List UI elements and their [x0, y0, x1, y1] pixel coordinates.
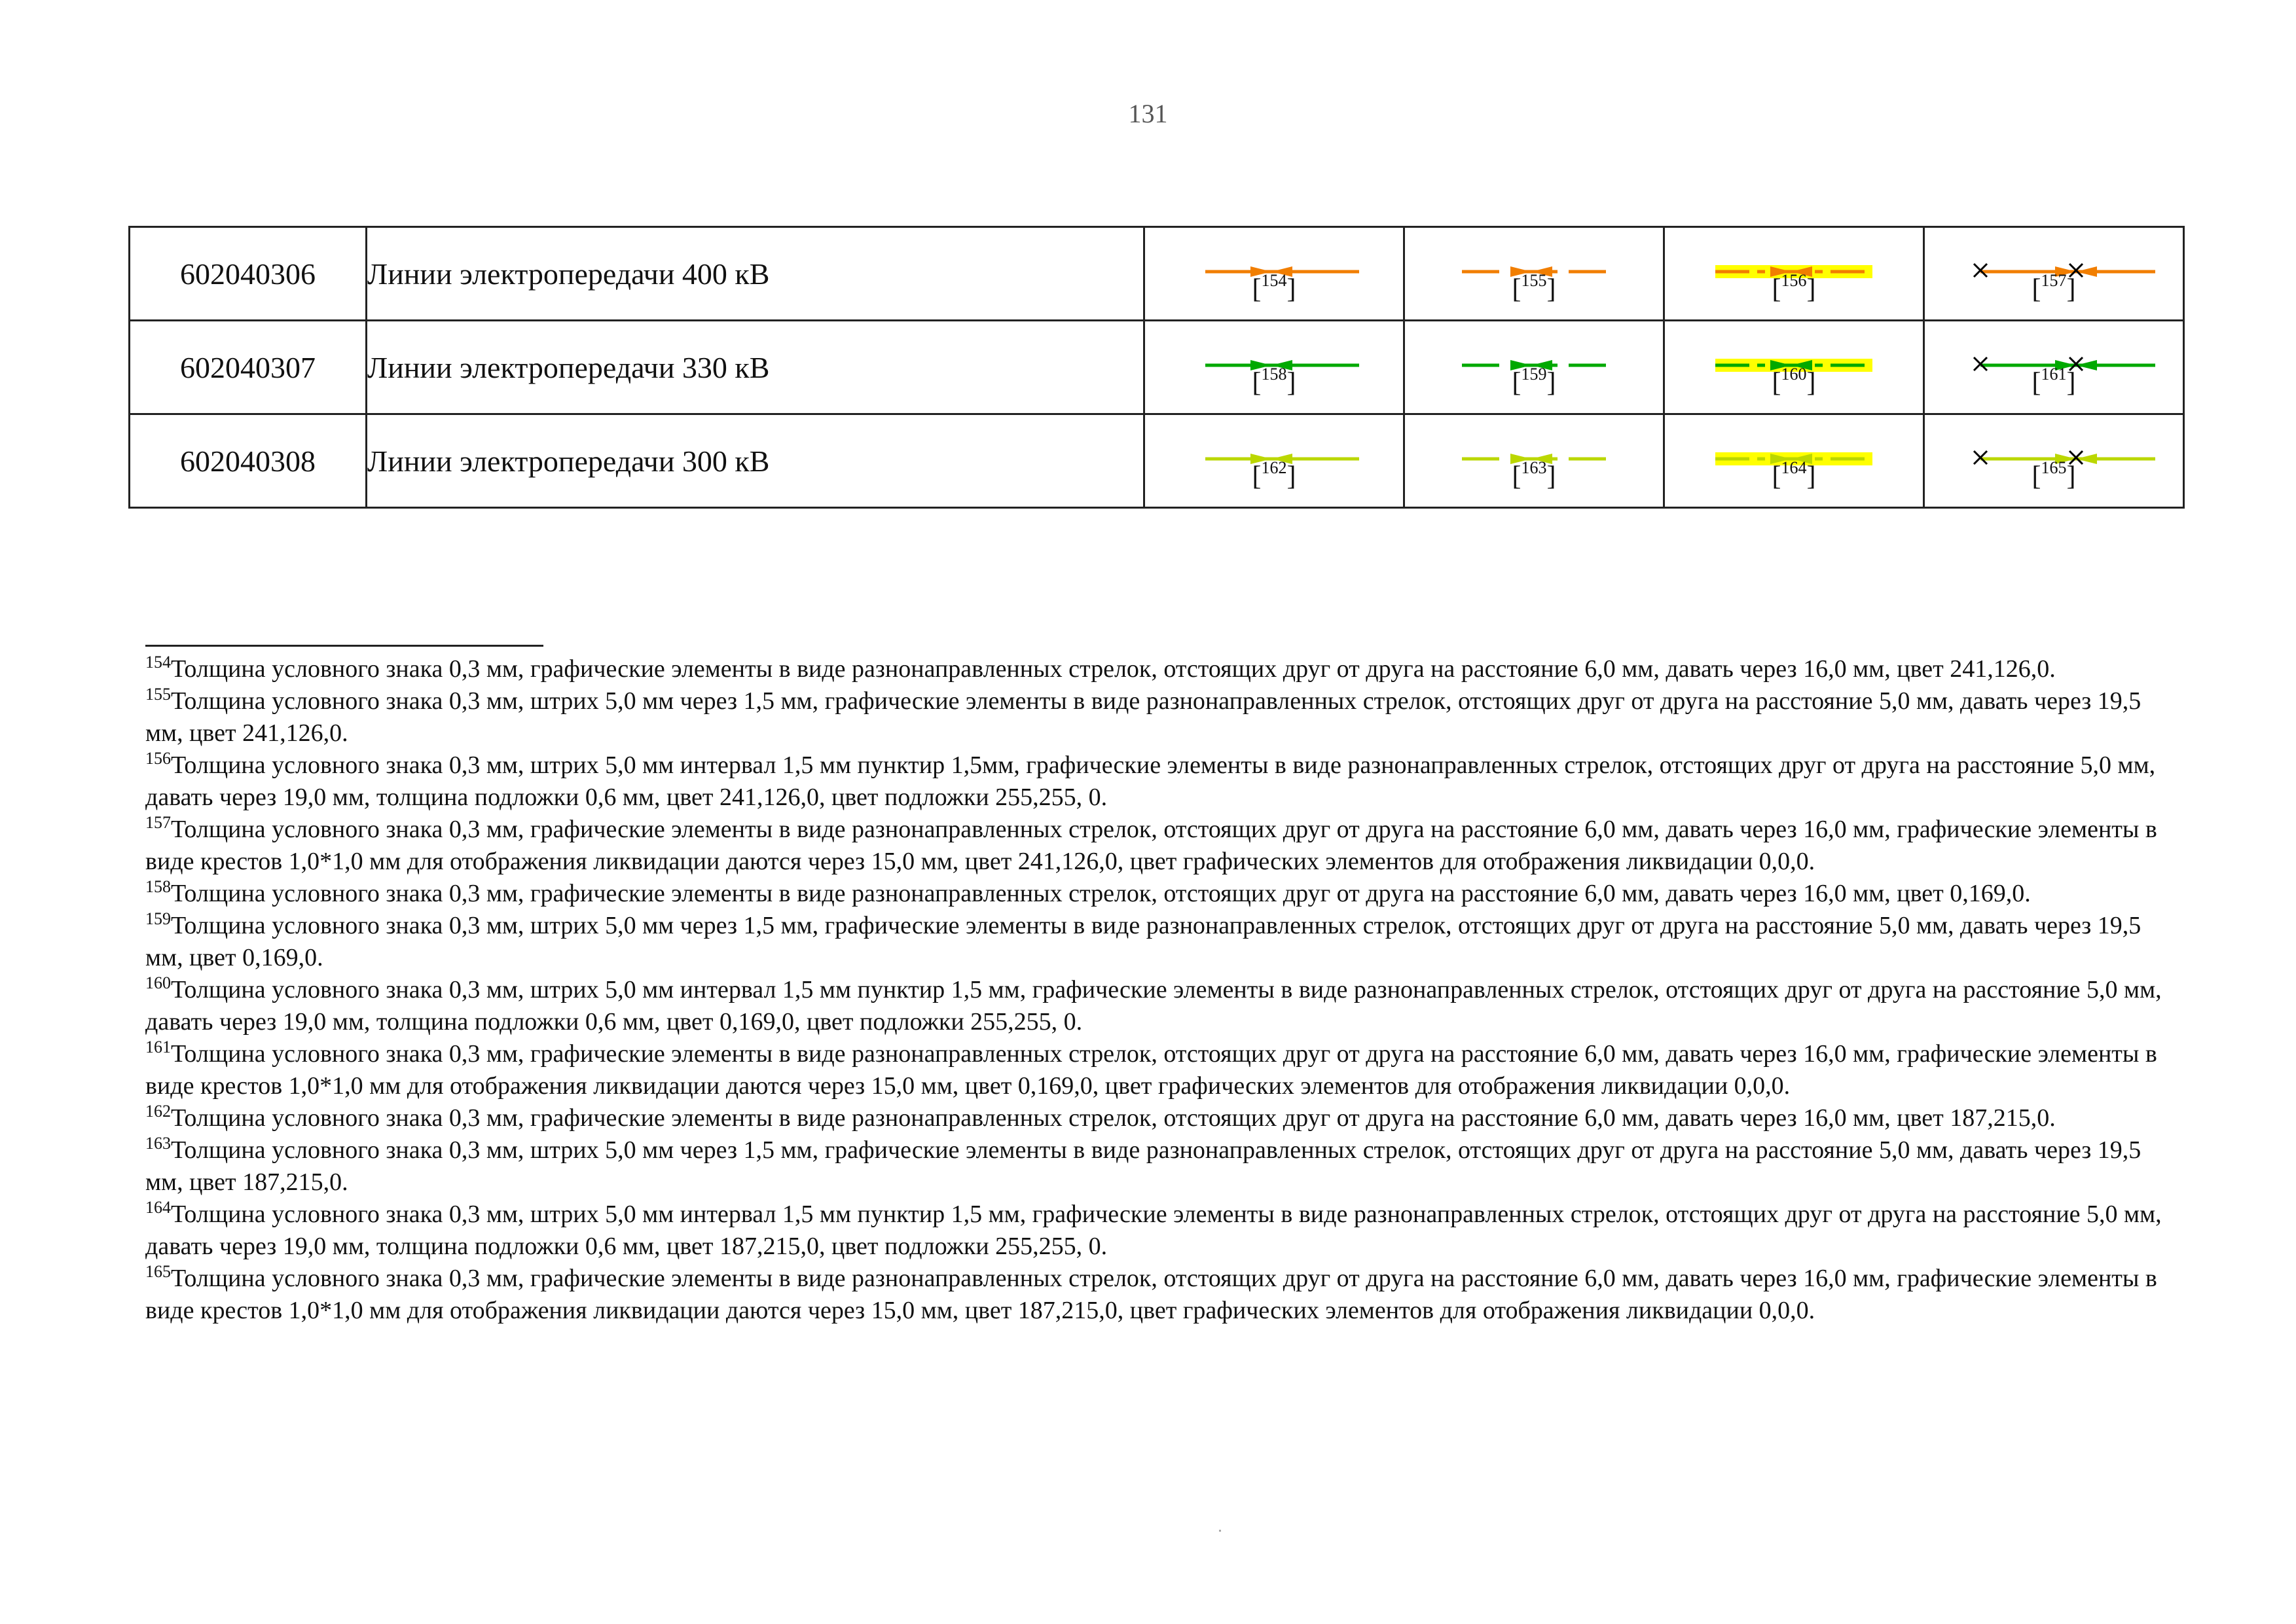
line-symbol-liquidation	[1949, 425, 2159, 497]
footnote	[145, 749, 2162, 814]
footnote	[145, 1263, 2162, 1327]
footnote-text: Толщина условного знака 0,3 мм, графические элементы в виде разнонаправленных стрелок, отстоящих друг от друга на расстояние 6,0 мм, давать через 16,0 мм, графические элементы в виде крестов 1,0*1,0 мм для отображения ликвидации даются через 15,0 мм, цвет 0,169,0, цвет графических элементов для отображения ликвидации 0,0,0.	[145, 1040, 2157, 1100]
footnote	[145, 1199, 2162, 1263]
table-row	[130, 227, 2184, 321]
footnote-number: 159	[145, 909, 171, 928]
legend-table-body	[130, 227, 2184, 508]
footnote-reference: [$^{164}$]	[1772, 458, 1816, 492]
footnote-text: Толщина условного знака 0,3 мм, штрих 5,0 мм интервал 1,5 мм пунктир 1,5 мм, графические элементы в виде разнонаправленных стрелок, отстоящих друг от друга на расстояние 5,0 мм, давать через 19,0 мм, толщина подложки 0,6 мм, цвет 187,215,0, цвет подложки 255,255, 0.	[145, 1200, 2162, 1260]
footnote-number: 158	[145, 877, 171, 896]
footnote-text: Толщина условного знака 0,3 мм, штрих 5,0 мм через 1,5 мм, графические элементы в виде разнонаправленных стрелок, отстоящих друг от друга на расстояние 5,0 мм, давать через 19,5 мм, цвет 187,215,0.	[145, 1136, 2141, 1196]
footnote	[145, 1038, 2162, 1102]
line-symbol-solid	[1169, 238, 1379, 310]
footnote-text: Толщина условного знака 0,3 мм, штрих 5,0 мм интервал 1,5 мм пунктир 1,5мм, графические элементы в виде разнонаправленных стрелок, отстоящих друг от друга на расстояние 5,0 мм, давать через 19,0 мм, толщина подложки 0,6 мм, цвет 241,126,0, цвет подложки 255,255, 0.	[145, 751, 2156, 811]
table-row	[130, 414, 2184, 508]
footnote	[145, 685, 2162, 749]
symbol-cell-liquidation	[1924, 227, 2184, 321]
line-symbol-liquidation	[1949, 238, 2159, 310]
footnote-reference: [$^{165}$]	[2032, 458, 2076, 492]
footnote-number: 162	[145, 1102, 171, 1121]
footnote-reference: [$^{160}$]	[1772, 365, 1816, 398]
line-symbol-substrate	[1689, 238, 1899, 310]
footnote-reference: [$^{154}$]	[1252, 271, 1296, 304]
footnote-number: 157	[145, 813, 171, 832]
footnote	[145, 974, 2162, 1038]
line-symbol-dashed	[1429, 238, 1639, 310]
footnote-number: 156	[145, 749, 171, 768]
legend-table	[128, 226, 2185, 509]
symbol-cell-dashed	[1404, 227, 1664, 321]
line-symbol-substrate	[1689, 425, 1899, 497]
object-code: 602040307	[130, 321, 367, 414]
footnote	[145, 653, 2162, 685]
symbol-cell-substrate	[1664, 321, 1924, 414]
symbol-cell-solid	[1144, 321, 1404, 414]
footnote	[145, 1134, 2162, 1199]
symbol-cell-solid	[1144, 414, 1404, 508]
footnote-reference: [$^{155}$]	[1512, 271, 1556, 304]
symbol-cell-liquidation	[1924, 414, 2184, 508]
page-number: 131	[1128, 99, 1168, 128]
footnote-reference: [$^{158}$]	[1252, 365, 1296, 398]
table-row	[130, 321, 2184, 414]
symbol-cell-liquidation	[1924, 321, 2184, 414]
symbol-cell-dashed	[1404, 414, 1664, 508]
footnote-text: Толщина условного знака 0,3 мм, графические элементы в виде разнонаправленных стрелок, отстоящих друг от друга на расстояние 6,0 мм, давать через 16,0 мм, графические элементы в виде крестов 1,0*1,0 мм для отображения ликвидации даются через 15,0 мм, цвет 187,215,0, цвет графических элементов для отображения ликвидации 0,0,0.	[145, 1265, 2157, 1324]
line-symbol-solid	[1169, 425, 1379, 497]
line-symbol-dashed	[1429, 331, 1639, 403]
footnote-number: 161	[145, 1038, 171, 1056]
symbol-cell-substrate	[1664, 414, 1924, 508]
footnote-number: 154	[145, 653, 171, 672]
footnote-number: 165	[145, 1262, 171, 1281]
footnote-reference: [$^{156}$]	[1772, 271, 1816, 304]
footnote-separator	[145, 645, 543, 647]
footnote	[145, 910, 2162, 974]
object-name: Линии электропередачи 300 кВ	[367, 414, 1144, 508]
footnote-text: Толщина условного знака 0,3 мм, штрих 5,0 мм через 1,5 мм, графические элементы в виде разнонаправленных стрелок, отстоящих друг от друга на расстояние 5,0 мм, давать через 19,5 мм, цвет 0,169,0.	[145, 912, 2141, 971]
footnote	[145, 1102, 2162, 1134]
object-code: 602040306	[130, 227, 367, 321]
footnote	[145, 814, 2162, 878]
symbol-cell-substrate	[1664, 227, 1924, 321]
line-symbol-liquidation	[1949, 331, 2159, 403]
footnote-reference: [$^{163}$]	[1512, 458, 1556, 492]
footnote	[145, 878, 2162, 910]
footnote-reference: [$^{157}$]	[2032, 271, 2076, 304]
line-symbol-substrate	[1689, 331, 1899, 403]
object-name: Линии электропередачи 330 кВ	[367, 321, 1144, 414]
footnote-text: Толщина условного знака 0,3 мм, графические элементы в виде разнонаправленных стрелок, отстоящих друг от друга на расстояние 6,0 мм, давать через 16,0 мм, цвет 0,169,0.	[171, 880, 2031, 907]
footnote-number: 164	[145, 1198, 171, 1217]
symbol-cell-dashed	[1404, 321, 1664, 414]
symbol-cell-solid	[1144, 227, 1404, 321]
footnote-text: Толщина условного знака 0,3 мм, штрих 5,0 мм через 1,5 мм, графические элементы в виде разнонаправленных стрелок, отстоящих друг от друга на расстояние 5,0 мм, давать через 19,5 мм, цвет 241,126,0.	[145, 687, 2141, 747]
footnote-number: 160	[145, 973, 171, 992]
footnotes	[145, 653, 2162, 1327]
footnote-text: Толщина условного знака 0,3 мм, графические элементы в виде разнонаправленных стрелок, отстоящих друг от друга на расстояние 6,0 мм, давать через 16,0 мм, цвет 187,215,0.	[171, 1104, 2056, 1132]
scan-speck	[1219, 1530, 1221, 1532]
object-name: Линии электропередачи 400 кВ	[367, 227, 1144, 321]
footnote-reference: [$^{159}$]	[1512, 365, 1556, 398]
footnote-reference: [$^{161}$]	[2032, 365, 2076, 398]
line-symbol-dashed	[1429, 425, 1639, 497]
footnote-text: Толщина условного знака 0,3 мм, графические элементы в виде разнонаправленных стрелок, отстоящих друг от друга на расстояние 6,0 мм, давать через 16,0 мм, графические элементы в виде крестов 1,0*1,0 мм для отображения ликвидации даются через 15,0 мм, цвет 241,126,0, цвет графических элементов для отображения ликвидации 0,0,0.	[145, 816, 2157, 875]
footnote-reference: [$^{162}$]	[1252, 458, 1296, 492]
object-code: 602040308	[130, 414, 367, 508]
footnote-number: 163	[145, 1134, 171, 1153]
footnote-text: Толщина условного знака 0,3 мм, графические элементы в виде разнонаправленных стрелок, отстоящих друг от друга на расстояние 6,0 мм, давать через 16,0 мм, цвет 241,126,0.	[171, 655, 2056, 683]
footnote-number: 155	[145, 685, 171, 704]
footnote-text: Толщина условного знака 0,3 мм, штрих 5,0 мм интервал 1,5 мм пунктир 1,5 мм, графические элементы в виде разнонаправленных стрелок, отстоящих друг от друга на расстояние 5,0 мм, давать через 19,0 мм, толщина подложки 0,6 мм, цвет 0,169,0, цвет подложки 255,255, 0.	[145, 976, 2162, 1036]
line-symbol-solid	[1169, 331, 1379, 403]
